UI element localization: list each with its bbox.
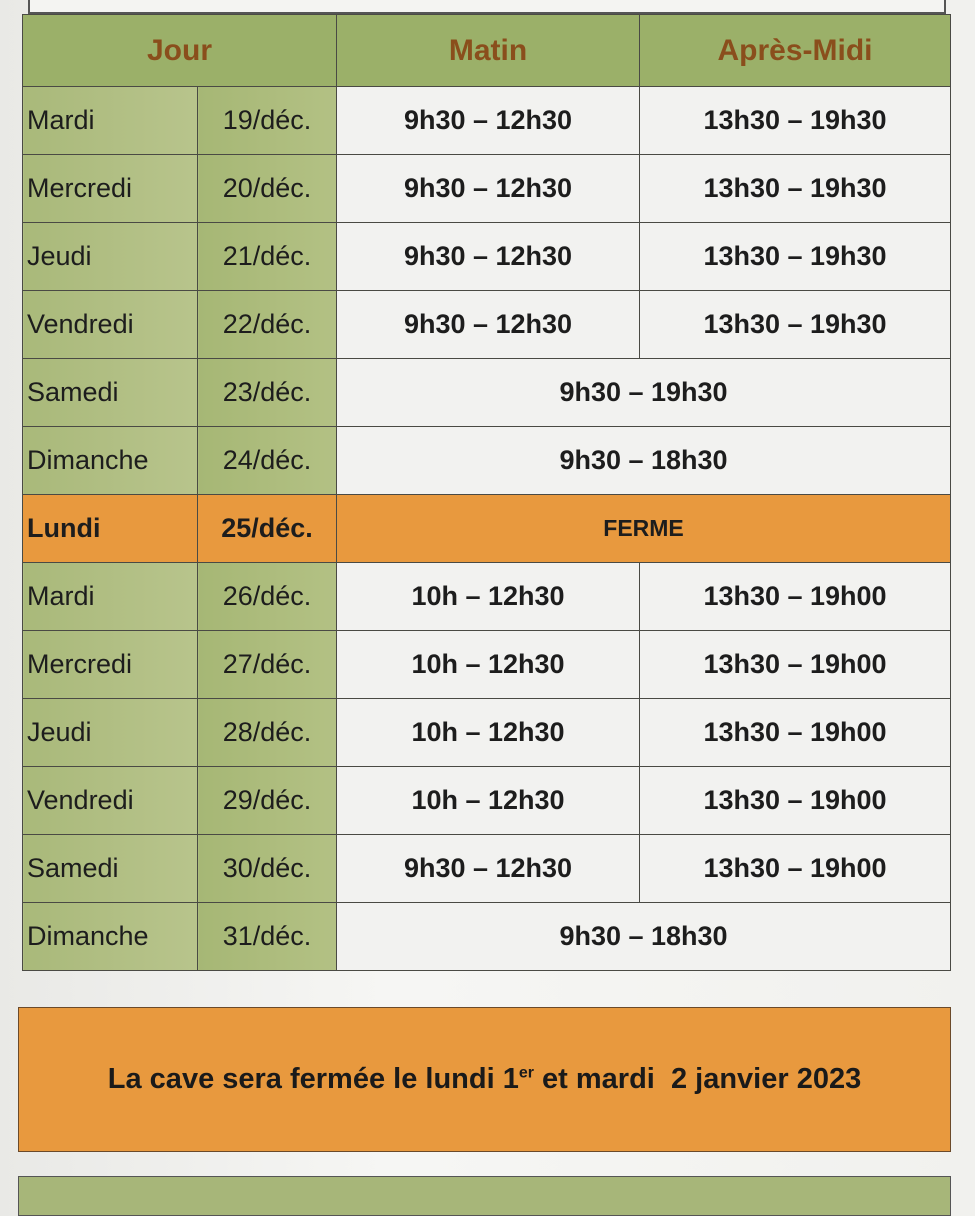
full-day-hours-cell: 9h30 – 19h30 (337, 359, 951, 427)
table-row (23, 563, 951, 631)
morning-hours-cell: 9h30 – 12h30 (337, 155, 640, 223)
day-cell: Vendredi (23, 767, 198, 835)
bottom-panel (18, 1176, 951, 1216)
table-row (23, 427, 951, 495)
table-row (23, 767, 951, 835)
table-row (23, 835, 951, 903)
day-cell: Jeudi (23, 699, 198, 767)
day-cell: Dimanche (23, 903, 198, 971)
table-row (23, 903, 951, 971)
morning-hours-cell: 9h30 – 12h30 (337, 87, 640, 155)
notice-text-start: La cave sera fermée le lundi 1 (107, 1063, 519, 1095)
day-cell: Samedi (23, 359, 198, 427)
date-cell: 24/déc. (198, 427, 337, 495)
table-row (23, 155, 951, 223)
notice-superscript: er (518, 1064, 534, 1082)
day-cell: Lundi (23, 495, 198, 563)
day-cell: Mercredi (23, 155, 198, 223)
morning-hours-cell: 10h – 12h30 (337, 563, 640, 631)
date-cell: 28/déc. (198, 699, 337, 767)
date-cell: 20/déc. (198, 155, 337, 223)
afternoon-hours-cell: 13h30 – 19h00 (640, 835, 951, 903)
table-row (23, 359, 951, 427)
date-cell: 25/déc. (198, 495, 337, 563)
day-cell: Jeudi (23, 223, 198, 291)
morning-hours-cell: 9h30 – 12h30 (337, 291, 640, 359)
full-day-hours-cell: 9h30 – 18h30 (337, 427, 951, 495)
morning-hours-cell: 9h30 – 12h30 (337, 223, 640, 291)
afternoon-hours-cell: 13h30 – 19h00 (640, 563, 951, 631)
morning-hours-cell: 10h – 12h30 (337, 767, 640, 835)
notice-text-end: et mardi 2 janvier 2023 (533, 1063, 862, 1095)
date-cell: 21/déc. (198, 223, 337, 291)
header-matin: Matin (337, 15, 640, 87)
afternoon-hours-cell: 13h30 – 19h30 (640, 155, 951, 223)
date-cell: 30/déc. (198, 835, 337, 903)
day-cell: Vendredi (23, 291, 198, 359)
day-cell: Mercredi (23, 631, 198, 699)
table-header-row (23, 15, 951, 87)
afternoon-hours-cell: 13h30 – 19h30 (640, 87, 951, 155)
afternoon-hours-cell: 13h30 – 19h00 (640, 767, 951, 835)
table-row (23, 699, 951, 767)
date-cell: 29/déc. (198, 767, 337, 835)
afternoon-hours-cell: 13h30 – 19h00 (640, 699, 951, 767)
day-cell: Samedi (23, 835, 198, 903)
morning-hours-cell: 10h – 12h30 (337, 631, 640, 699)
table-row (23, 223, 951, 291)
table-row (23, 495, 951, 563)
closure-notice (18, 1007, 951, 1152)
header-apres-midi: Après-Midi (640, 15, 951, 87)
table-row (23, 291, 951, 359)
date-cell: 26/déc. (198, 563, 337, 631)
holiday-hours-table (22, 14, 951, 971)
table-row (23, 87, 951, 155)
table-row (23, 631, 951, 699)
date-cell: 23/déc. (198, 359, 337, 427)
day-cell: Mardi (23, 563, 198, 631)
date-cell: 19/déc. (198, 87, 337, 155)
date-cell: 22/déc. (198, 291, 337, 359)
day-cell: Dimanche (23, 427, 198, 495)
morning-hours-cell: 9h30 – 12h30 (337, 835, 640, 903)
header-jour: Jour (23, 15, 337, 87)
afternoon-hours-cell: 13h30 – 19h30 (640, 223, 951, 291)
top-frame (28, 0, 946, 14)
date-cell: 27/déc. (198, 631, 337, 699)
afternoon-hours-cell: 13h30 – 19h30 (640, 291, 951, 359)
date-cell: 31/déc. (198, 903, 337, 971)
afternoon-hours-cell: 13h30 – 19h00 (640, 631, 951, 699)
full-day-hours-cell: FERME (337, 495, 951, 563)
day-cell: Mardi (23, 87, 198, 155)
morning-hours-cell: 10h – 12h30 (337, 699, 640, 767)
full-day-hours-cell: 9h30 – 18h30 (337, 903, 951, 971)
